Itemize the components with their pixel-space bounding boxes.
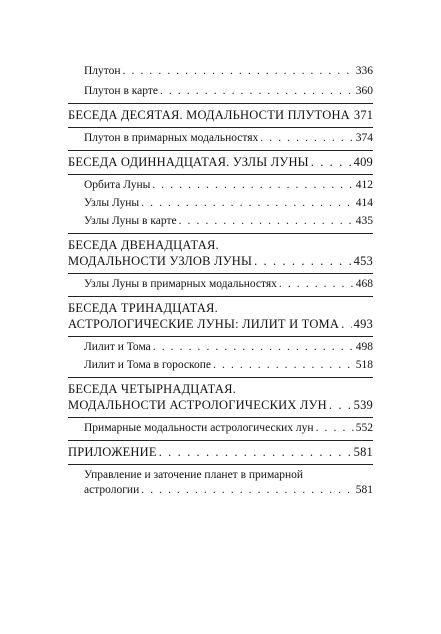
toc-entry-page: 498	[355, 341, 373, 353]
toc-entry-label: Примарные модальности астрологических лун	[84, 422, 314, 434]
toc-chapter-title: АСТРОЛОГИЧЕСКИЕ ЛУНЫ: ЛИЛИТ И ТОМА	[68, 317, 340, 331]
section-divider	[68, 273, 373, 274]
table-of-contents	[68, 64, 373, 498]
section-divider	[68, 377, 373, 378]
toc-chapter-12-line1[interactable]: БЕСЕДА ДВЕНАДЦАТАЯ.	[68, 238, 219, 252]
leader-dots	[152, 178, 353, 193]
toc-chapter-13[interactable]	[68, 316, 373, 332]
leader-dots	[279, 277, 354, 292]
toc-entry-page: 468	[355, 278, 373, 290]
toc-entry-label: Узлы Луны в карте	[84, 215, 177, 227]
toc-entry-astro-moons-primary[interactable]	[68, 421, 373, 436]
section-divider	[68, 233, 373, 234]
toc-entry-label: Узлы Луны	[84, 197, 140, 209]
toc-chapter-title: ПРИЛОЖЕНИЕ	[68, 445, 157, 459]
toc-chapter-10[interactable]	[68, 107, 373, 123]
leader-dots	[260, 131, 353, 146]
toc-entry-label: Лилит и Тома	[84, 341, 151, 353]
section-divider	[68, 174, 373, 175]
toc-entry-page: 518	[355, 359, 373, 371]
toc-entry-lilith-thoma[interactable]	[68, 340, 373, 355]
toc-entry-label: Орбита Луны	[84, 179, 151, 191]
leader-dots	[311, 154, 352, 170]
toc-chapter-page: 539	[353, 398, 373, 412]
toc-chapter-11[interactable]	[68, 154, 373, 170]
toc-entry-pluto-primary-modalities[interactable]	[68, 131, 373, 146]
leader-dots	[141, 196, 354, 211]
toc-entry-page: 581	[355, 484, 373, 496]
leader-dots	[123, 64, 354, 79]
section-divider	[68, 336, 373, 337]
toc-entry-moon-nodes-in-chart[interactable]	[68, 214, 373, 229]
leader-dots	[153, 340, 354, 355]
toc-entry-lilith-thoma-horoscope[interactable]	[68, 358, 373, 373]
toc-chapter-page: 453	[353, 254, 373, 268]
leader-dots	[141, 483, 354, 498]
leader-dots	[254, 253, 352, 269]
section-divider	[68, 296, 373, 297]
toc-entry-label: астрологии	[84, 484, 140, 496]
toc-entry-label: Плутон	[84, 65, 121, 77]
toc-chapter-title: МОДАЛЬНОСТИ УЗЛОВ ЛУНЫ	[68, 254, 253, 268]
toc-entry-pluto[interactable]	[68, 64, 373, 79]
toc-entry-moon-nodes-primary[interactable]	[68, 277, 373, 292]
section-divider	[68, 440, 373, 441]
toc-appendix[interactable]	[68, 444, 373, 460]
toc-entry-pluto-in-chart[interactable]	[68, 84, 373, 99]
toc-entry-label: Лилит и Тома в гороскопе	[84, 359, 212, 371]
toc-chapter-page: 493	[353, 317, 373, 331]
leader-dots	[316, 421, 354, 436]
leader-dots	[341, 316, 352, 332]
section-divider	[68, 417, 373, 418]
leader-dots	[159, 444, 352, 460]
toc-entry-label: Узлы Луны в примарных модальностях	[84, 278, 277, 290]
toc-chapter-14[interactable]	[68, 397, 373, 413]
toc-entry-page: 552	[355, 422, 373, 434]
toc-chapter-12[interactable]	[68, 253, 373, 269]
toc-entry-page: 414	[355, 197, 373, 209]
toc-entry-page: 412	[355, 179, 373, 191]
toc-entry-moon-orbit[interactable]	[68, 178, 373, 193]
toc-entry-page: 360	[355, 85, 373, 97]
toc-chapter-page: 409	[353, 155, 373, 169]
toc-chapter-14-line1[interactable]: БЕСЕДА ЧЕТЫРНАДЦАТАЯ.	[68, 382, 236, 396]
toc-entry-page: 374	[355, 132, 373, 144]
toc-chapter-page: 581	[353, 445, 373, 459]
leader-dots	[179, 214, 354, 229]
toc-chapter-page: 371	[353, 108, 374, 122]
toc-chapter-13-line1[interactable]: БЕСЕДА ТРИНАДЦАТАЯ.	[68, 301, 218, 315]
toc-entry-rulership[interactable]	[68, 483, 373, 498]
toc-chapter-title: МОДАЛЬНОСТИ АСТРОЛОГИЧЕСКИХ ЛУН	[68, 398, 327, 412]
leader-dots	[213, 358, 354, 373]
section-divider	[68, 127, 373, 128]
toc-chapter-title: БЕСЕДА ОДИННАДЦАТАЯ. УЗЛЫ ЛУНЫ	[68, 155, 309, 169]
section-divider	[68, 103, 373, 104]
leader-dots	[160, 84, 354, 99]
toc-entry-page: 435	[355, 215, 373, 227]
leader-dots	[329, 397, 352, 413]
toc-entry-moon-nodes[interactable]	[68, 196, 373, 211]
toc-entry-page: 336	[355, 65, 373, 77]
toc-entry-label: Плутон в примарных модальностях	[84, 132, 259, 144]
section-divider	[68, 464, 373, 465]
toc-entry-label: Плутон в карте	[84, 85, 158, 97]
toc-entry-rulership-line1[interactable]: Управление и заточение планет в примарной	[84, 469, 304, 481]
section-divider	[68, 150, 373, 151]
toc-chapter-title: БЕСЕДА ДЕСЯТАЯ. МОДАЛЬНОСТИ ПЛУТОНА	[68, 108, 350, 122]
